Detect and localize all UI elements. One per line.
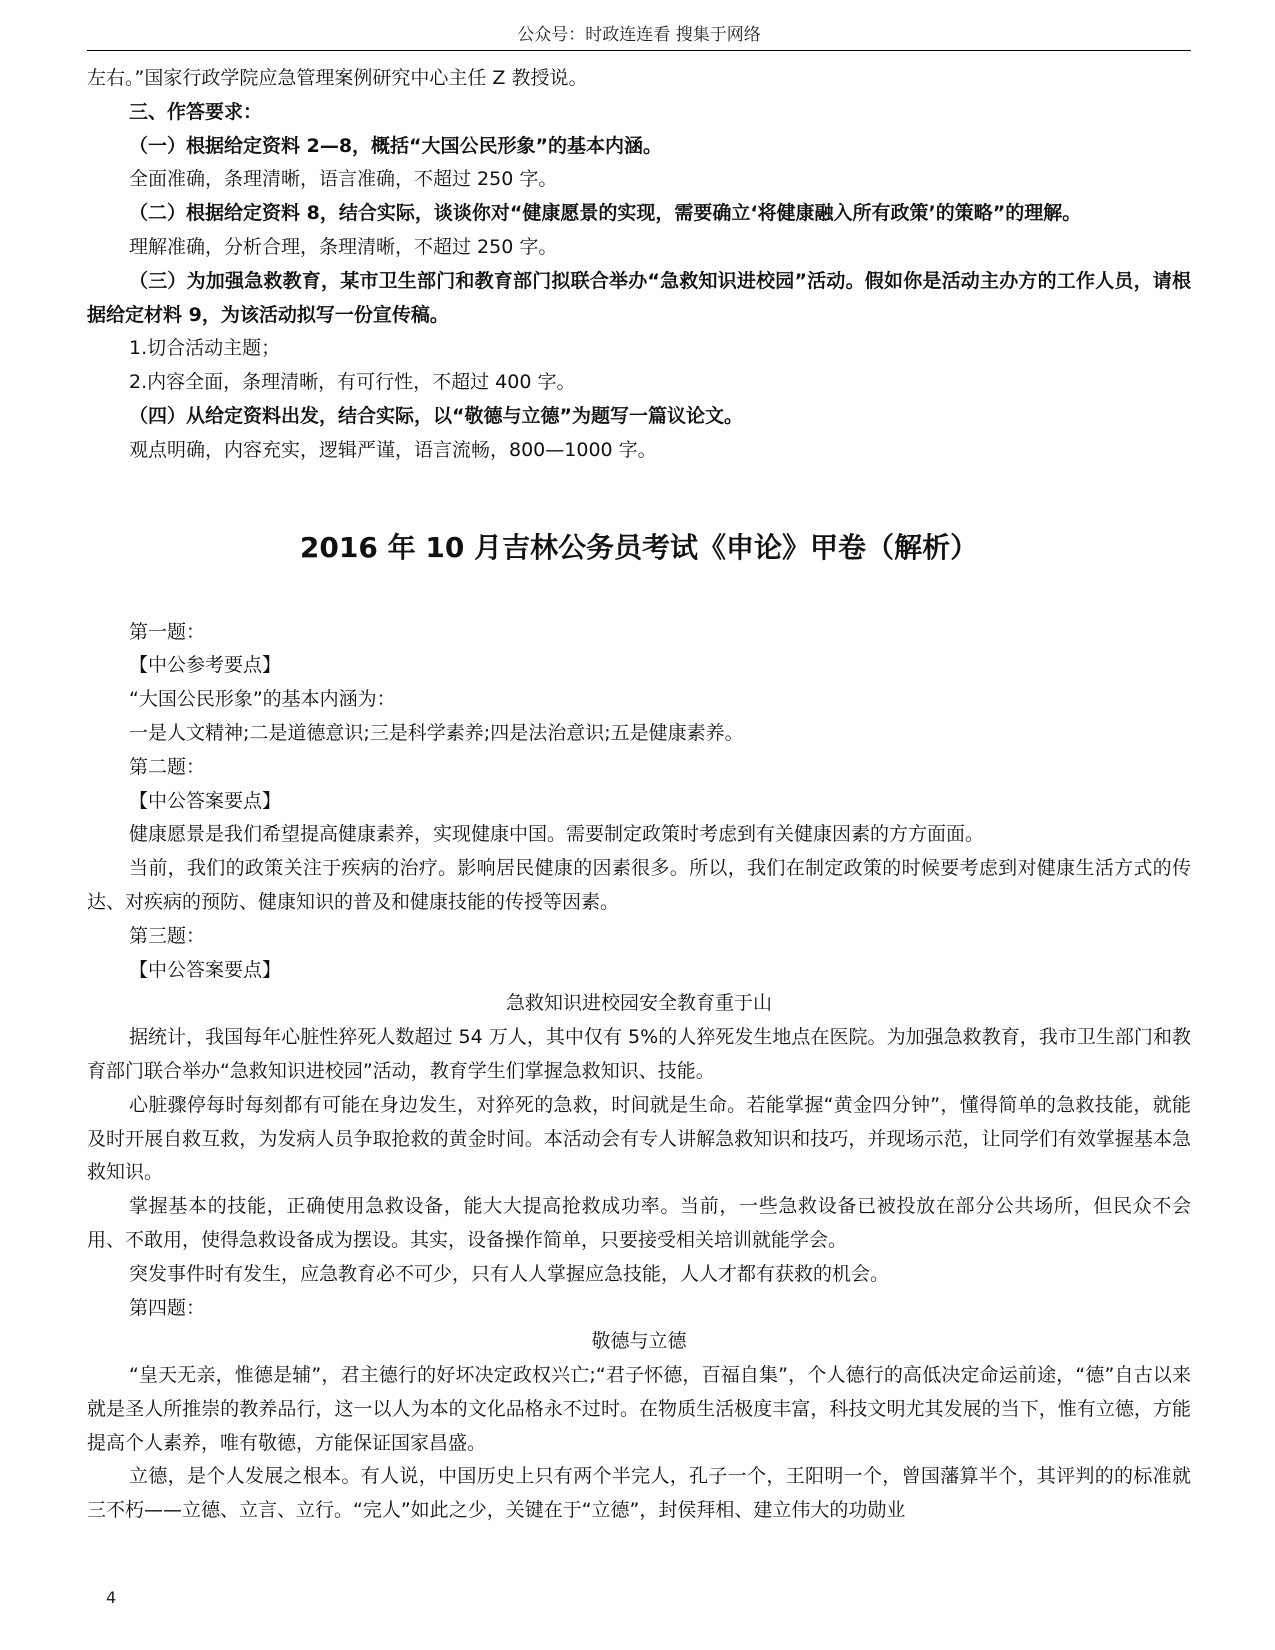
question-2: （二）根据给定资料 8，结合实际，谈谈你对“健康愿景的实现，需要确立‘将健康融入所有政策’的策略”的理解。 (129, 202, 1082, 225)
analysis-q3-paragraph-4: 突发事件时有发生，应急教育必不可少，只有人人掌握应急技能，人人才都有获救的机会。 (129, 1262, 890, 1285)
analysis-q4-title: 敬德与立德 (591, 1330, 687, 1353)
question-2-requirement: 理解准确，分析合理，条理清晰，不超过 250 字。 (129, 235, 558, 258)
analysis-q2-paragraph-2: 当前，我们的政策关注于疾病的治疗。影响居民健康的因素很多。所以，我们在制定政策的时候要考虑到对健康生活方式的传达、对疾病的预防、健康知识的普及和健康技能的传授等因素。 (87, 857, 1191, 913)
analysis-q3-paragraph-1: 据统计，我国每年心脏性猝死人数超过 54 万人，其中仅有 5%的人猝死发生地点在医院。为加强急救教育，我市卫生部门和教育部门联合举办“急救知识进校园”活动，教育学生们掌握急救知识、技能。 (87, 1026, 1191, 1082)
question-3-requirement-2: 2.内容全面，条理清晰，有可行性，不超过 400 字。 (129, 371, 576, 394)
question-4: （四）从给定资料出发，结合实际，以“敬德与立德”为题写一篇议论文。 (129, 404, 743, 427)
analysis-q4-paragraph-2: 立德，是个人发展之根本。有人说，中国历史上只有两个半完人，孔子一个，王阳明一个，曾国藩算半个，其评判的的标准就三不朽——立德、立言、立行。“完人”如此之少，关键在于“立德”，封侯拜相、建立伟大的功勋业 (87, 1465, 1191, 1522)
analysis-q3-paragraph-2: 心脏骤停每时每刻都有可能在身边发生，对猝死的急救，时间就是生命。若能掌握“黄金四分钟”，懂得简单的急救技能，就能及时开展自救互救，为发病人员争取抢救的黄金时间。本活动会有专人讲解急救知识和技巧，并现场示范，让同学们有效掌握基本急救知识。 (87, 1093, 1191, 1184)
analysis-q3-paragraph-3: 掌握基本的技能，正确使用急救设备，能大大提高抢救成功率。当前，一些急救设备已被投放在部分公共场所，但民众不会用、不敢用，使得急救设备成为摆设。其实，设备操作简单，只要接受相关培训就能学会。 (87, 1195, 1191, 1251)
analysis-q2-label: 第二题： (129, 755, 206, 778)
analysis-q4-label: 第四题： (129, 1296, 206, 1319)
question-3: （三）为加强急救教育，某市卫生部门和教育部门拟联合举办“急救知识进校园”活动。假如你是活动主办方的工作人员，请根据给定材料 9，为该活动拟写一份宣传稿。 (87, 269, 1191, 326)
analysis-q3-label: 第三题： (129, 924, 206, 947)
document-body (87, 62, 1191, 1528)
analysis-q1-tag: 【中公参考要点】 (129, 654, 282, 677)
question-4-requirement: 观点明确，内容充实，逻辑严谨，语言流畅，800—1000 字。 (129, 438, 657, 461)
question-3-requirement-1: 1.切合活动主题； (129, 337, 281, 360)
analysis-q4-paragraph-1: “皇天无亲，惟德是辅”，君主德行的好坏决定政权兴亡;“君子怀德，百福自集”，个人德行的高低决定命运前途，“德”自古以来就是圣人所推崇的教养品行，这一以人为本的文化品格永不过时。在物质生活极度丰富，科技文明尤其发展的当下，惟有立德，方能提高个人素养，唯有敬德，方能保证国家昌盛。 (87, 1364, 1191, 1454)
question-1-requirement: 全面准确，条理清晰，语言准确，不超过 250 字。 (129, 168, 558, 191)
header-divider (87, 50, 1191, 51)
analysis-q3-tag: 【中公答案要点】 (129, 958, 282, 981)
continued-line: 左右。”国家行政学院应急管理案例研究中心主任 Z 教授说。 (87, 67, 588, 89)
analysis-q1-label: 第一题： (129, 620, 206, 643)
analysis-q1-answer: 一是人文精神;二是道德意识;三是科学素养;四是法治意识;五是健康素养。 (129, 721, 744, 744)
analysis-q3-title: 急救知识进校园安全教育重于山 (505, 992, 772, 1015)
page-header: 公众号：时政连连看 搜集于网络 (517, 25, 761, 45)
page-number: 4 (106, 1588, 117, 1607)
analysis-q1-intro: “大国公民形象”的基本内涵为： (129, 688, 396, 711)
analysis-q2-paragraph-1: 健康愿景是我们希望提高健康素养，实现健康中国。需要制定政策时考虑到有关健康因素的方方面面。 (129, 823, 985, 846)
analysis-q2-tag: 【中公答案要点】 (129, 789, 282, 812)
question-1: （一）根据给定资料 2—8，概括“大国公民形象”的基本内涵。 (129, 134, 663, 157)
requirements-heading: 三、作答要求： (129, 100, 263, 123)
section-title: 2016 年 10 月吉林公务员考试《申论》甲卷（解析） (299, 530, 979, 564)
